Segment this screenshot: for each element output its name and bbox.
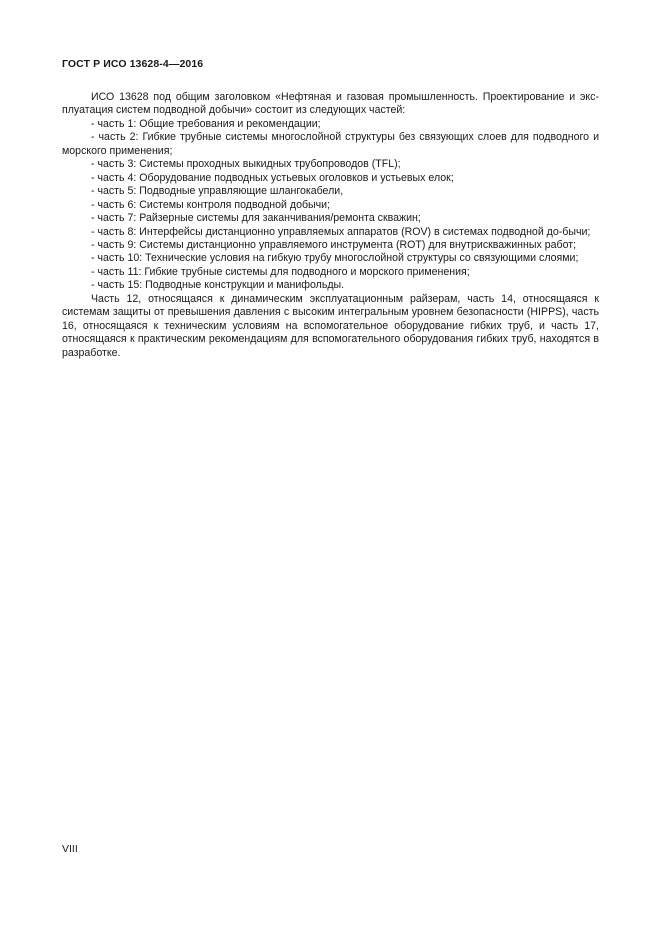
list-item-part-7: - часть 7: Райзерные системы для заканчивания/ремонта скважин; bbox=[91, 212, 421, 225]
list-item-part-1: - часть 1: Общие требования и рекомендации; bbox=[91, 117, 321, 130]
closing-paragraph: Часть 12, относящаяся к динамическим эксплуатационным райзерам, часть 14, относящаяся к системам защиты от превышения давления с высоким интегральным уровнем безопасности (HIPPS), часть 16, относящаяся к техническим условиям на вспомогательное оборудование гибких труб, и часть 17, относящаяся к практическим рекомендациям для вспомогательного оборудования гибких труб, находятся в разработке. bbox=[62, 292, 599, 359]
list-item-part-4: - часть 4: Оборудование подводных устьевых оголовков и устьевых елок; bbox=[91, 171, 454, 184]
list-item-part-10: - часть 10: Технические условия на гибкую трубу многослойной структуры со связующими слоями; bbox=[91, 252, 579, 265]
intro-paragraph: ИСО 13628 под общим заголовком «Нефтяная и газовая промышленность. Проектирование и экс-плуатация систем подводной добычи» состоит из следующих частей: bbox=[62, 91, 599, 117]
document-header: ГОСТ Р ИСО 13628-4—2016 bbox=[62, 58, 204, 70]
list-item-part-3: - часть 3: Системы проходных выкидных трубопроводов (TFL); bbox=[91, 158, 401, 171]
list-item-part-15: - часть 15: Подводные конструкции и манифольды. bbox=[91, 279, 345, 292]
page-number: VIII bbox=[62, 843, 78, 855]
list-item-part-2: - часть 2: Гибкие трубные системы многослойной структуры без связующих слоев для подводного и морского применения; bbox=[62, 131, 599, 157]
document-body bbox=[62, 91, 599, 360]
list-item-part-5: - часть 5: Подводные управляющие шлангокабели, bbox=[91, 185, 344, 198]
list-item-part-6: - часть 6: Системы контроля подводной добычи; bbox=[91, 198, 331, 211]
list-item-part-11: - часть 11: Гибкие трубные системы для подводного и морского применения; bbox=[91, 265, 470, 278]
list-item-part-8: - часть 8: Интерфейсы дистанционно управляемых аппаратов (ROV) в системах подводной до-бычи; bbox=[91, 225, 591, 238]
list-item-part-9: - часть 9: Системы дистанционно управляемого инструмента (ROT) для внутрискважинных работ; bbox=[91, 238, 577, 251]
